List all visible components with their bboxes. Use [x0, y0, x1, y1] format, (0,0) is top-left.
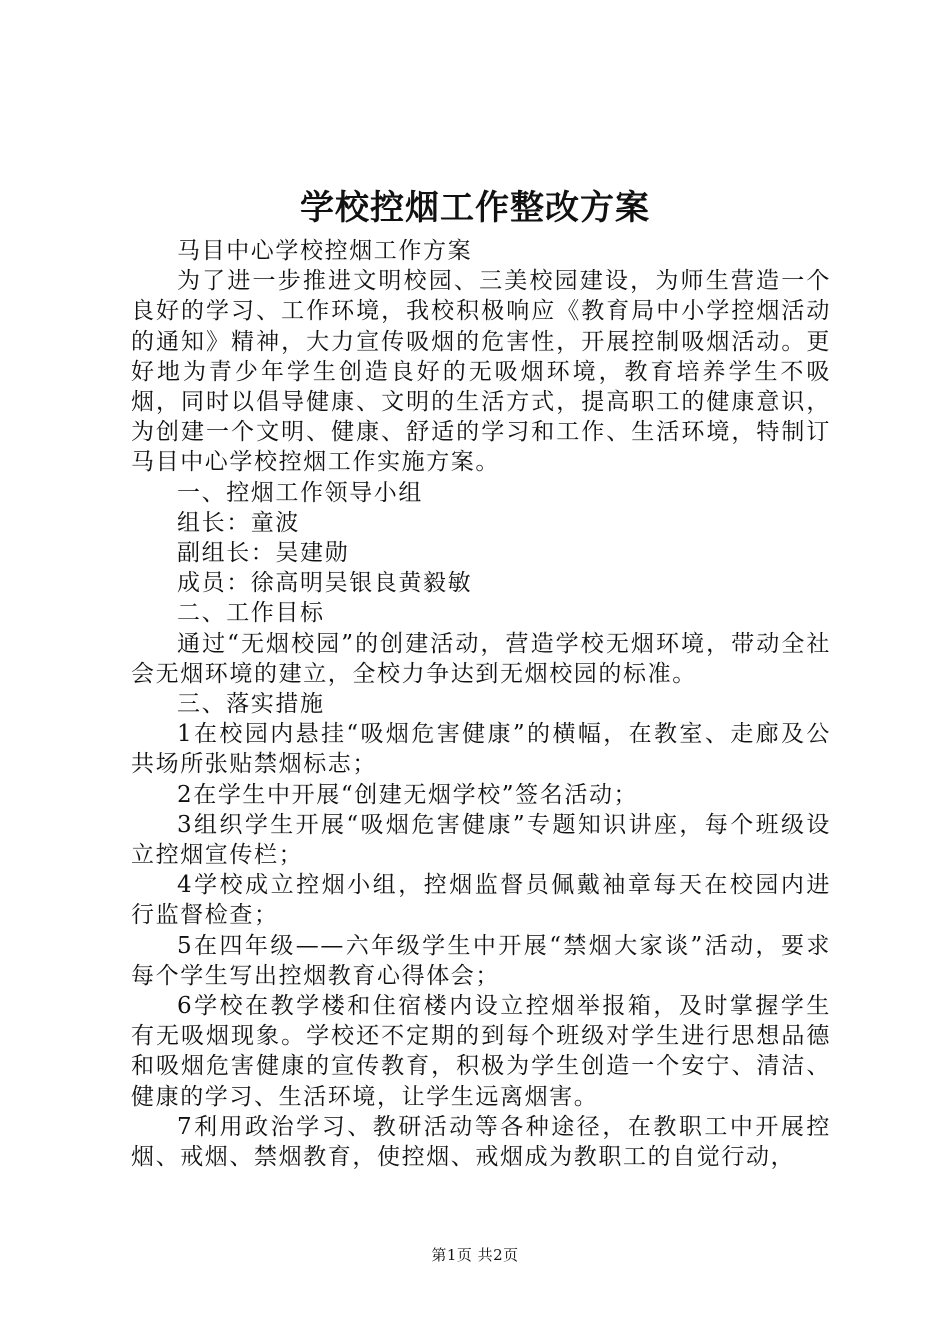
section-heading-measures: 三、落实措施 [177, 691, 325, 718]
section-heading-goals: 二、工作目标 [177, 600, 325, 627]
paragraph-subtitle: 马目中心学校控烟工作方案 [177, 238, 473, 264]
measure-item-6: 6学校在教学楼和住宿楼内设立控烟举报箱，及时掌握学生有无吸烟现象。学校还不定期的到每个班级对学生进行思想品德和吸烟危害健康的宣传教育，积极为学生创造一个安宁、清洁、健康的学习、生活环境，让学生远离烟害。 [131, 993, 831, 1110]
measure-item-4: 4学校成立控烟小组，控烟监督员佩戴袖章每天在校园内进行监督检查； [131, 872, 831, 929]
paragraph-members: 成员：徐高明吴银良黄毅敏 [177, 570, 473, 597]
measure-item-1: 1在校园内悬挂“吸烟危害健康”的横幅，在教室、走廊及公共场所张贴禁烟标志； [131, 721, 831, 778]
measure-item-2: 2在学生中开展“创建无烟学校”签名活动； [177, 781, 639, 808]
paragraph-leader: 组长：童波 [177, 509, 300, 536]
measure-item-5: 5在四年级——六年级学生中开展“禁烟大家谈”活动，要求每个学生写出控烟教育心得体会； [131, 932, 831, 989]
paragraph-goals: 通过“无烟校园”的创建活动，营造学校无烟环境，带动全社会无烟环境的建立，全校力争达到无烟校园的标准。 [131, 630, 831, 687]
paragraph-deputy-leader: 副组长：吴建勋 [177, 540, 350, 567]
section-heading-leadership: 一、控烟工作领导小组 [177, 479, 423, 506]
measure-item-7: 7利用政治学习、教研活动等各种途径，在教职工中开展控烟、戒烟、禁烟教育，使控烟、戒烟成为教职工的自觉行动， [131, 1113, 831, 1171]
page-footer: 第1页 共2页 [431, 1246, 519, 1264]
measure-item-3: 3组织学生开展“吸烟危害健康”专题知识讲座，每个班级设立控烟宣传栏； [131, 811, 831, 869]
paragraph-intro: 为了进一步推进文明校园、三美校园建设，为师生营造一个良好的学习、工作环境，我校积极响应《教育局中小学控烟活动的通知》精神，大力宣传吸烟的危害性，开展控制吸烟活动。更好地为青少年学生创造良好的无吸烟环境，教育培养学生不吸烟，同时以倡导健康、文明的生活方式，提高职工的健康意识，为创建一个文明、健康、舒适的学习和工作、生活环境，特制订马目中心学校控烟工作实施方案。 [131, 268, 831, 476]
document-title: 学校控烟工作整改方案 [300, 188, 650, 228]
document-body [131, 236, 831, 1172]
